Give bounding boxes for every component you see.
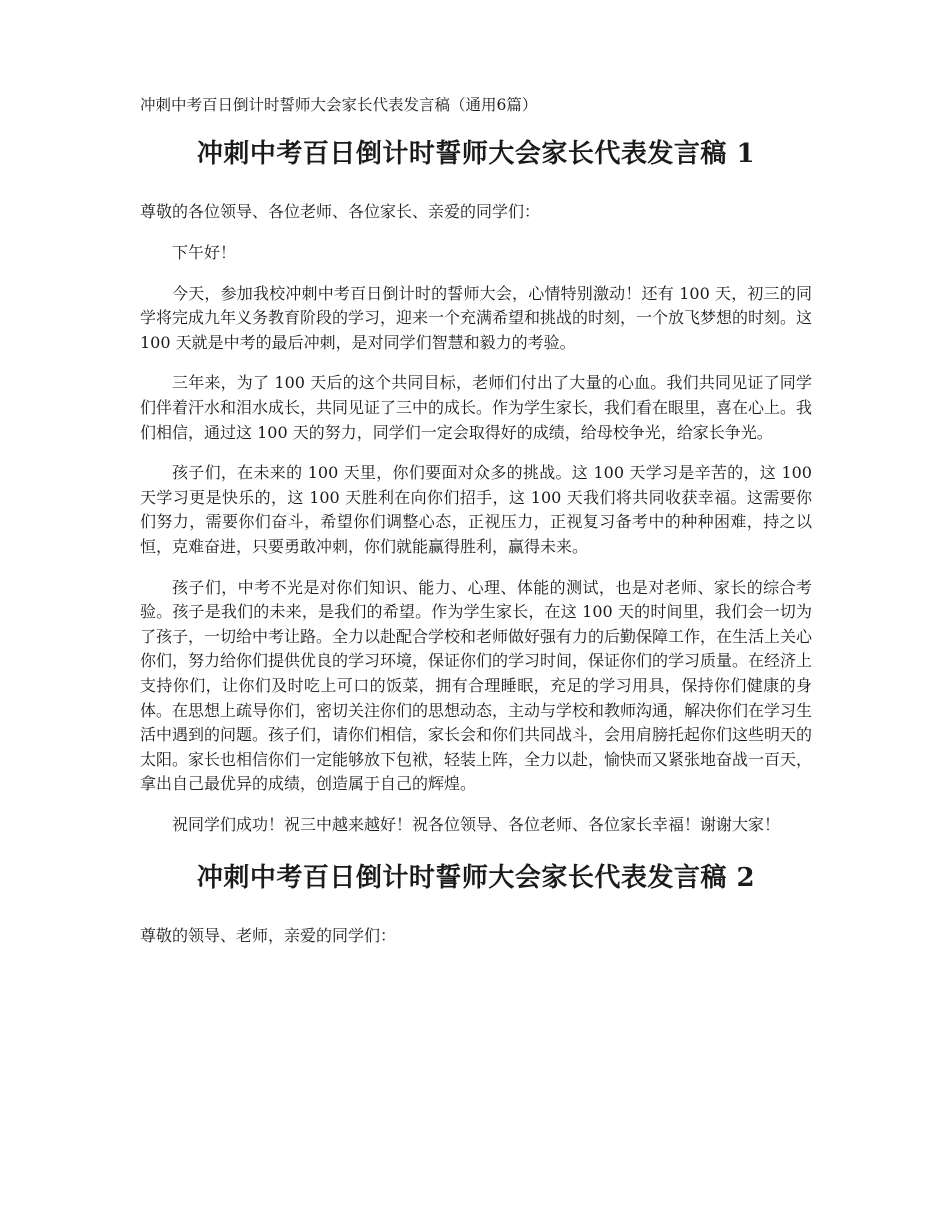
paragraph-closing: 祝同学们成功！祝三中越来越好！祝各位领导、各位老师、各位家长幸福！谢谢大家！ xyxy=(172,814,781,834)
paragraph-2: 三年来，为了 100 天后的这个共同目标，老师们付出了大量的心血。我们共同见证了同学们伴着汗水和泪水成长，共同见证了三中的成长。作为学生家长，我们看在眼里，喜在心上。我们相信，通过这 100 天的努力，同学们一定会取得好的成绩，给母校争光，给家长争光。 xyxy=(140,373,813,442)
document-page xyxy=(140,94,812,948)
paragraph-greeting: 下午好！ xyxy=(172,243,237,262)
section-title-1: 冲刺中考百日倒计时誓师大会家长代表发言稿 1 xyxy=(196,139,756,169)
section-title-2: 冲刺中考百日倒计时誓师大会家长代表发言稿 2 xyxy=(196,863,756,894)
document-header: 冲刺中考百日倒计时誓师大会家长代表发言稿（通用6篇） xyxy=(140,96,538,114)
paragraph-4: 孩子们，中考不光是对你们知识、能力、心理、体能的测试，也是对老师、家长的综合考验。孩子是我们的未来，是我们的希望。作为学生家长，在这 100 天的时间里，我们会一切为了孩子，一切给中考让路。全力以赴配合学校和老师做好强有力的后勤保障工作，在生活上关心你们，努力给你们提供优良的学习环境，保证你们的学习时间，保证你们的学习质量。在经济上支持你们，让你们及时吃上可口的饭菜，拥有合理睡眠，充足的学习用具，保持你们健康的身体。在思想上疏导你们，密切关注你们的思想动态，主动与学校和教师沟通，解决你们在学习生活中遇到的问题。孩子们，请你们相信，家长会和你们共同战斗，会用肩膀托起你们这些明天的太阳。家长也相信你们一定能够放下包袱，轻装上阵，全力以赴，愉快而又紧张地奋战一百天，拿出自己最优异的成绩，创造属于自己的辉煌。 xyxy=(140,577,813,794)
paragraph-1: 今天，参加我校冲刺中考百日倒计时的誓师大会，心情特别激动！还有 100 天，初三的同学将完成九年义务教育阶段的学习，迎来一个充满希望和挑战的时刻，一个放飞梦想的时刻。这 100 天就是中考的最后冲刺，是对同学们智慧和毅力的考验。 xyxy=(140,283,813,352)
salutation-2: 尊敬的领导、老师，亲爱的同学们： xyxy=(140,926,397,946)
paragraph-3: 孩子们，在未来的 100 天里，你们要面对众多的挑战。这 100 天学习是辛苦的，这 100 天学习更是快乐的，这 100 天胜利在向你们招手，这 100 天我们将共同收获幸福。这需要你们努力，需要你们奋斗，希望你们调整心态，正视压力，正视复习备考中的种种困难，持之以恒，克难奋进，只要勇敢冲刺，你们就能赢得胜利，赢得未来。 xyxy=(140,463,812,556)
salutation-1: 尊敬的各位领导、各位老师、各位家长、亲爱的同学们： xyxy=(140,202,541,221)
